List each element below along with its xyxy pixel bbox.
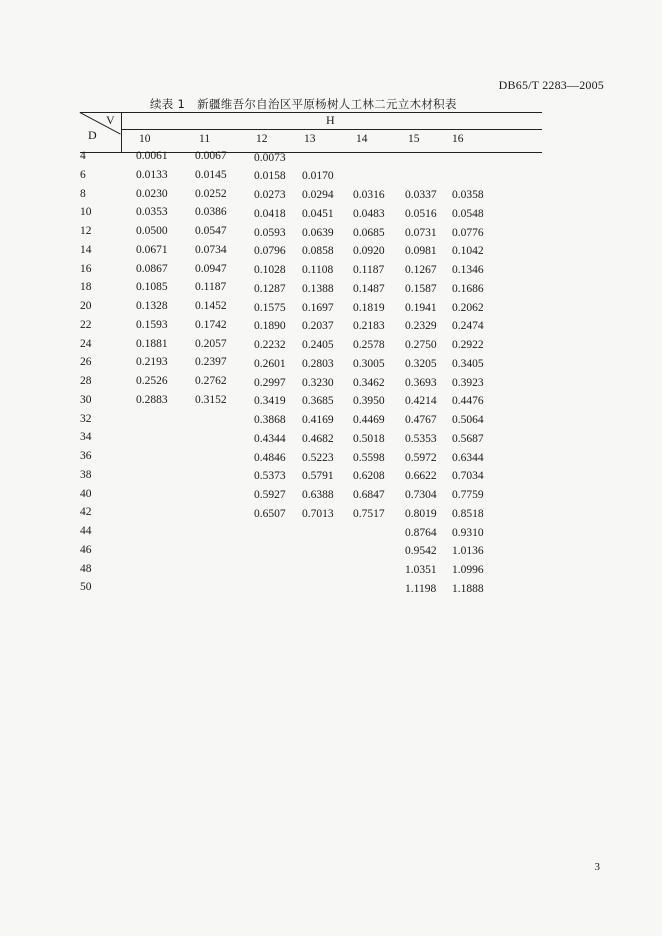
volume-cell: 0.3868 <box>254 414 286 426</box>
volume-cell: 0.1187 <box>353 264 385 276</box>
volume-cell: 0.0337 <box>405 189 437 201</box>
volume-cell: 0.0073 <box>254 151 286 164</box>
volume-cell: 0.2329 <box>405 320 437 333</box>
volume-cell: 0.1042 <box>452 245 484 258</box>
volume-cell: 0.0170 <box>302 170 334 183</box>
row-diameter: 6 <box>80 168 86 181</box>
volume-cell: 0.1686 <box>452 282 484 295</box>
corner-label-d: D <box>88 128 97 142</box>
volume-cell: 0.9542 <box>405 545 437 558</box>
row-diameter: 28 <box>80 375 92 387</box>
row-diameter: 50 <box>80 581 92 594</box>
volume-cell: 0.7517 <box>353 507 385 520</box>
volume-cell: 0.2883 <box>136 393 168 406</box>
volume-cell: 0.5223 <box>302 451 334 464</box>
volume-cell: 0.2601 <box>254 357 286 370</box>
row-diameter: 48 <box>80 562 92 575</box>
volume-cell: 0.2193 <box>136 356 168 369</box>
volume-cell: 0.0418 <box>254 207 286 220</box>
volume-cell: 0.8764 <box>405 526 437 539</box>
row-diameter: 36 <box>80 450 92 462</box>
volume-cell: 0.1881 <box>136 337 168 350</box>
volume-cell: 0.7013 <box>302 507 334 520</box>
volume-cell: 0.2526 <box>136 375 168 387</box>
page-number: 3 <box>594 861 600 873</box>
volume-cell: 0.1742 <box>195 318 227 331</box>
volume-cell: 0.4344 <box>254 432 286 445</box>
volume-cell: 0.6507 <box>254 507 286 520</box>
column-header: 11 <box>199 133 211 145</box>
table-caption <box>150 96 457 112</box>
volume-cell: 0.0920 <box>353 245 385 258</box>
volume-cell: 1.0136 <box>452 545 484 558</box>
volume-cell: 0.2397 <box>195 356 227 369</box>
volume-cell: 0.3405 <box>452 357 484 370</box>
volume-cell: 0.3230 <box>302 376 334 389</box>
volume-cell: 0.0734 <box>195 243 227 256</box>
volume-cell: 0.5018 <box>353 432 385 445</box>
volume-cell: 0.0230 <box>136 187 168 200</box>
column-header: 15 <box>408 133 420 145</box>
volume-cell: 0.3693 <box>405 376 437 389</box>
volume-cell: 0.0858 <box>302 245 334 258</box>
volume-cell: 0.0451 <box>302 207 334 220</box>
volume-cell: 0.5353 <box>405 432 437 445</box>
volume-cell: 0.1085 <box>136 281 168 294</box>
volume-cell: 0.1388 <box>302 282 334 295</box>
volume-cell: 0.0386 <box>195 206 227 219</box>
volume-cell: 0.2803 <box>302 357 334 370</box>
volume-cell: 0.3205 <box>405 357 437 370</box>
volume-cell: 0.0731 <box>405 226 437 239</box>
volume-cell: 0.4767 <box>405 414 437 426</box>
volume-cell: 0.2183 <box>353 320 385 333</box>
row-diameter: 12 <box>80 225 92 237</box>
volume-cell: 0.0776 <box>452 226 484 239</box>
row-diameter: 38 <box>80 468 92 481</box>
row-diameter: 14 <box>80 243 92 256</box>
volume-cell: 0.0294 <box>302 189 334 201</box>
volume-cell: 0.0639 <box>302 226 334 239</box>
caption-title: 新疆维吾尔自治区平原杨树人工林二元立木材积表 <box>197 97 457 111</box>
volume-cell: 0.1890 <box>254 320 286 333</box>
volume-cell: 0.0353 <box>136 206 168 219</box>
corner-label-v: V <box>106 113 115 127</box>
volume-cell: 0.0252 <box>195 187 227 200</box>
volume-cell: 0.4169 <box>302 414 334 426</box>
volume-cell: 0.2232 <box>254 339 286 351</box>
volume-cell: 0.6388 <box>302 489 334 501</box>
volume-cell: 0.5927 <box>254 489 286 501</box>
row-diameter: 42 <box>80 506 92 519</box>
volume-cell: 0.2062 <box>452 301 484 314</box>
volume-cell: 0.0547 <box>195 225 227 237</box>
volume-cell: 0.3950 <box>353 395 385 408</box>
volume-cell: 0.4469 <box>353 414 385 426</box>
volume-cell: 0.2922 <box>452 339 484 351</box>
column-header: 13 <box>304 133 316 145</box>
column-header: 10 <box>139 133 151 145</box>
volume-cell: 0.0483 <box>353 207 385 220</box>
volume-cell: 0.3462 <box>353 376 385 389</box>
row-diameter: 4 <box>80 150 86 162</box>
caption-number: 续表 1 <box>150 97 186 111</box>
volume-cell: 0.0158 <box>254 170 286 183</box>
volume-cell: 0.5373 <box>254 470 286 483</box>
volume-cell: 0.4214 <box>405 395 437 408</box>
volume-cell: 0.6344 <box>452 451 484 464</box>
volume-cell: 0.0273 <box>254 189 286 201</box>
row-diameter: 10 <box>80 206 92 219</box>
volume-cell: 0.0947 <box>195 262 227 275</box>
volume-cell: 0.0548 <box>452 207 484 220</box>
column-header: 12 <box>256 133 268 145</box>
volume-cell: 0.2750 <box>405 339 437 351</box>
volume-cell: 0.1267 <box>405 264 437 276</box>
volume-cell: 0.0685 <box>353 226 385 239</box>
volume-cell: 0.1593 <box>136 318 168 331</box>
height-axis-label: H <box>326 113 335 127</box>
volume-cell: 0.0500 <box>136 225 168 237</box>
volume-cell: 0.0133 <box>136 168 168 181</box>
volume-cell: 0.0067 <box>195 150 227 162</box>
row-diameter: 44 <box>80 525 92 537</box>
volume-cell: 0.0516 <box>405 207 437 220</box>
volume-cell: 0.5598 <box>353 451 385 464</box>
volume-cell: 0.5064 <box>452 414 484 426</box>
volume-cell: 0.7304 <box>405 489 437 501</box>
volume-cell: 0.0796 <box>254 245 286 258</box>
volume-cell: 0.1697 <box>302 301 334 314</box>
volume-cell: 0.6208 <box>353 470 385 483</box>
volume-cell: 0.1187 <box>195 281 227 294</box>
volume-cell: 1.1198 <box>405 582 437 595</box>
row-diameter: 34 <box>80 431 92 444</box>
volume-cell: 0.5972 <box>405 451 437 464</box>
volume-cell: 0.0671 <box>136 243 168 256</box>
volume-cell: 0.7034 <box>452 470 484 483</box>
row-diameter: 22 <box>80 318 92 331</box>
volume-cell: 0.3923 <box>452 376 484 389</box>
volume-cell: 0.1028 <box>254 264 286 276</box>
volume-cell: 1.0996 <box>452 564 484 576</box>
volume-cell: 0.0981 <box>405 245 437 258</box>
volume-cell: 0.0593 <box>254 226 286 239</box>
volume-cell: 0.0316 <box>353 189 385 201</box>
volume-cell: 0.1287 <box>254 282 286 295</box>
header-mid-rule <box>121 129 542 130</box>
volume-cell: 1.1888 <box>452 582 484 595</box>
row-diameter: 16 <box>80 262 92 275</box>
volume-cell: 0.4476 <box>452 395 484 408</box>
volume-cell: 0.5791 <box>302 470 334 483</box>
volume-cell: 0.8518 <box>452 507 484 520</box>
column-header: 14 <box>356 133 368 145</box>
volume-cell: 0.1575 <box>254 301 286 314</box>
volume-cell: 0.3685 <box>302 395 334 408</box>
volume-cell: 0.2405 <box>302 339 334 351</box>
volume-cell: 0.4682 <box>302 432 334 445</box>
volume-cell: 0.0867 <box>136 262 168 275</box>
volume-cell: 0.1487 <box>353 282 385 295</box>
volume-cell: 0.3419 <box>254 395 286 408</box>
row-diameter: 30 <box>80 393 92 406</box>
volume-cell: 0.2762 <box>195 375 227 387</box>
table-top-rule <box>80 112 542 113</box>
row-diameter: 32 <box>80 412 92 425</box>
row-diameter: 40 <box>80 487 92 500</box>
row-diameter: 24 <box>80 337 92 350</box>
volume-cell: 0.1819 <box>353 301 385 314</box>
volume-cell: 0.3152 <box>195 393 227 406</box>
volume-cell: 1.0351 <box>405 564 437 576</box>
row-diameter: 20 <box>80 300 92 312</box>
volume-cell: 0.9310 <box>452 526 484 539</box>
volume-cell: 0.2057 <box>195 337 227 350</box>
volume-cell: 0.1941 <box>405 301 437 314</box>
corner-divider <box>121 112 122 152</box>
row-diameter: 18 <box>80 281 92 294</box>
standard-code: DB65/T 2283—2005 <box>498 78 604 92</box>
volume-cell: 0.2578 <box>353 339 385 351</box>
row-diameter: 46 <box>80 543 92 556</box>
volume-cell: 0.8019 <box>405 507 437 520</box>
volume-cell: 0.0145 <box>195 168 227 181</box>
volume-cell: 0.3005 <box>353 357 385 370</box>
volume-cell: 0.7759 <box>452 489 484 501</box>
row-diameter: 8 <box>80 187 86 200</box>
volume-cell: 0.6622 <box>405 470 437 483</box>
volume-cell: 0.0358 <box>452 189 484 201</box>
volume-cell: 0.2037 <box>302 320 334 333</box>
volume-cell: 0.1328 <box>136 300 168 312</box>
volume-cell: 0.1452 <box>195 300 227 312</box>
volume-cell: 0.1587 <box>405 282 437 295</box>
volume-cell: 0.4846 <box>254 451 286 464</box>
volume-cell: 0.1108 <box>302 264 334 276</box>
volume-cell: 0.6847 <box>353 489 385 501</box>
volume-cell: 0.5687 <box>452 432 484 445</box>
volume-cell: 0.2997 <box>254 376 286 389</box>
row-diameter: 26 <box>80 356 92 369</box>
volume-cell: 0.1346 <box>452 264 484 276</box>
column-header: 16 <box>452 133 464 145</box>
volume-cell: 0.2474 <box>452 320 484 333</box>
volume-cell: 0.0061 <box>136 150 168 162</box>
